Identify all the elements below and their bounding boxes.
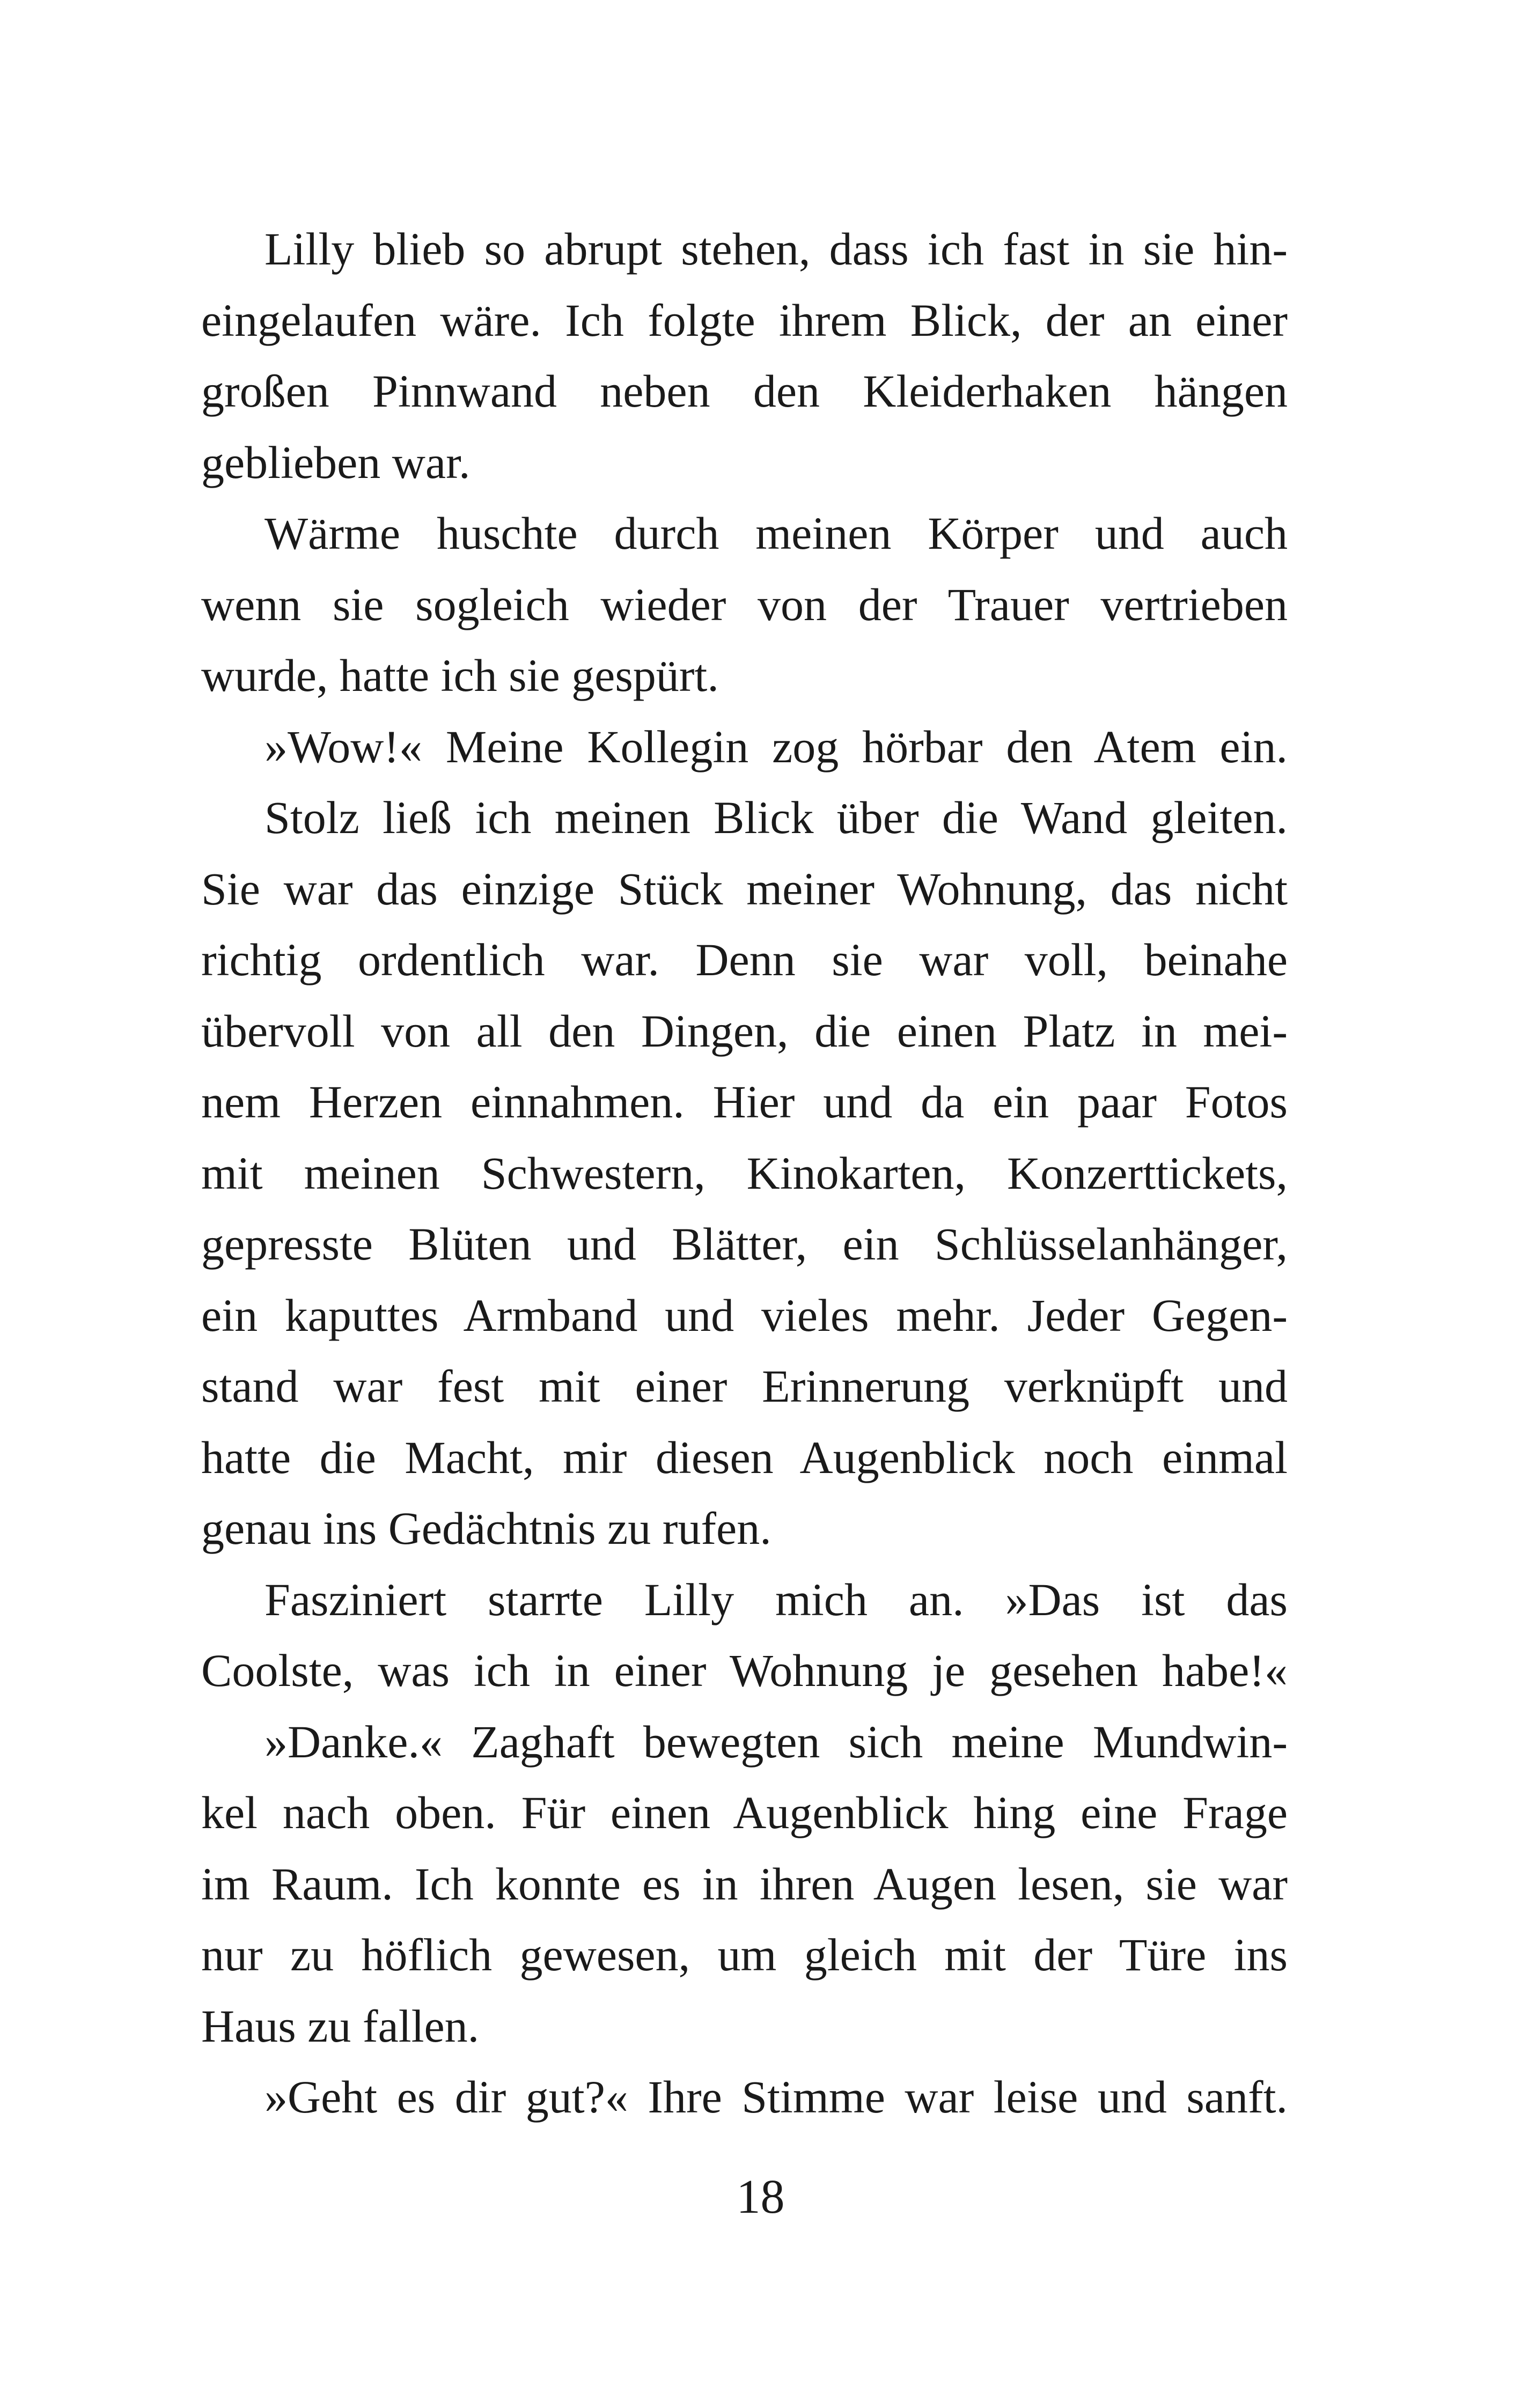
text-line: Wärme huschte durch meinen Körper und auch: [264, 507, 1288, 559]
text-line: im Raum. Ich konnte es in ihren Augen lesen, sie war: [201, 1858, 1288, 1910]
text-line: Fasziniert starrte Lilly mich an. »Das ist das: [264, 1573, 1288, 1625]
text-line: Sie war das einzige Stück meiner Wohnung, das nicht: [201, 863, 1288, 915]
text-line: Stolz ließ ich meinen Blick über die Wand gleiten.: [264, 792, 1288, 843]
text-line: nem Herzen einnahmen. Hier und da ein paar Fotos: [201, 1076, 1288, 1128]
text-line: »Danke.« Zaghaft bewegten sich meine Mundwin-: [264, 1715, 1288, 1768]
text-line: kel nach oben. Für einen Augenblick hing eine Frage: [201, 1787, 1288, 1838]
page-number: 18: [736, 2170, 785, 2223]
text-line: genau ins Gedächtnis zu rufen.: [201, 1503, 771, 1554]
text-line: wurde, hatte ich sie gespürt.: [201, 650, 719, 701]
text-line: Lilly blieb so abrupt stehen, dass ich fast in sie hin-: [264, 223, 1288, 275]
text-line: »Wow!« Meine Kollegin zog hörbar den Atem ein.: [264, 720, 1288, 772]
text-line: nur zu höflich gewesen, um gleich mit der Türe ins: [201, 1929, 1288, 1980]
text-line: mit meinen Schwestern, Kinokarten, Konzerttickets,: [201, 1147, 1288, 1199]
body-text: [201, 213, 1288, 2133]
text-line: hatte die Macht, mir diesen Augenblick noch einmal: [201, 1431, 1288, 1483]
text-line: stand war fest mit einer Erinnerung verknüpft und: [201, 1360, 1288, 1412]
text-line: Coolste, was ich in einer Wohnung je gesehen habe!«: [201, 1645, 1288, 1696]
text-line: »Geht es dir gut?« Ihre Stimme war leise und sanft.: [264, 2071, 1288, 2123]
text-line: wenn sie sogleich wieder von der Trauer vertrieben: [201, 578, 1288, 630]
text-line: großen Pinnwand neben den Kleiderhaken hängen: [201, 365, 1288, 417]
text-line: Haus zu fallen.: [201, 2000, 480, 2052]
text-line: richtig ordentlich war. Denn sie war voll, beinahe: [201, 934, 1288, 985]
text-line: gepresste Blüten und Blätter, ein Schlüsselanhänger,: [201, 1218, 1288, 1270]
text-line: übervoll von all den Dingen, die einen Platz in mei-: [201, 1005, 1288, 1057]
text-line: ein kaputtes Armband und vieles mehr. Jeder Gegen-: [201, 1289, 1288, 1341]
text-line: geblieben war.: [201, 436, 471, 488]
text-line: eingelaufen wäre. Ich folgte ihrem Blick, der an einer: [201, 294, 1288, 346]
